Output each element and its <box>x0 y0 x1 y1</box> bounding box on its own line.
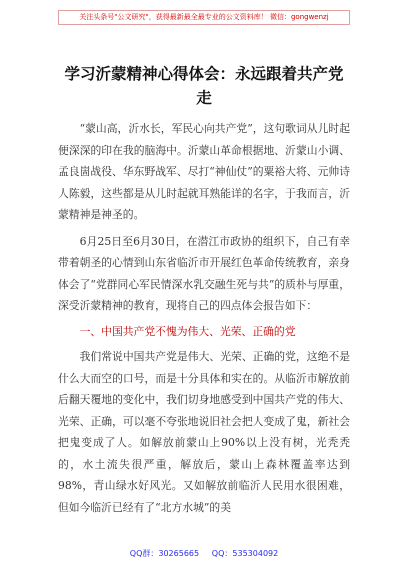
footer-contact: QQ群：30265665 QQ：535304092 <box>129 549 279 558</box>
paragraph-intro: “蒙山高，沂水长，军民心向共产党”，这句歌词从儿时起便深深的印在我的脑海中。沂蒙山革命根据地、沂蒙山小调、孟良崮战役、华东野战军、尽打“神仙仗”的粟裕大将、元帅诗人陈毅，这些都是从儿时起就耳熟能详的名字，于我而言，沂蒙精神是神圣的。 <box>58 122 350 221</box>
paragraph-section-one: 我们常说中国共产党是伟大、光荣、正确的党，这绝不是什么大而空的口号，而是十分具体和实在的。从临沂市解放前后翻天覆地的变化中，我们切身地感受到中国共产党的伟大、光荣、正确，可以毫不夸张地说旧社会把人变成了鬼，新社会把鬼变成了人。如解放前蒙山上90%以上没有树，光秃秃的，水土流失很严重，解放后，蒙山上森林覆盖率达到98%，青山绿水好风光。又如解放前临沂人民用水很困难，但如今临沂已经有了“北方水城”的美 <box>58 350 350 514</box>
section-heading: 一、中国共产党不愧为伟大、光荣、正确的党 <box>79 324 296 338</box>
top-banner: 关注头条号"公文研究"，获得最新最全最专业的公文资料库！ 微信：gongwenzj <box>58 10 350 25</box>
document-body <box>58 118 350 518</box>
paragraph-trip: 6月25日至6月30日，在潜江市政协的组织下，自己有幸带着朝圣的心情到山东省临沂市开展红色革命传统教育，亲身体会了“党群同心军民情深水乳交融生死与共”的质朴与厚重，深受沂蒙精神的教育，现将自己的四点体会报告如下： <box>58 234 350 312</box>
document-title: 学习沂蒙精神心得体会：永远跟着共产党走 <box>64 65 344 107</box>
